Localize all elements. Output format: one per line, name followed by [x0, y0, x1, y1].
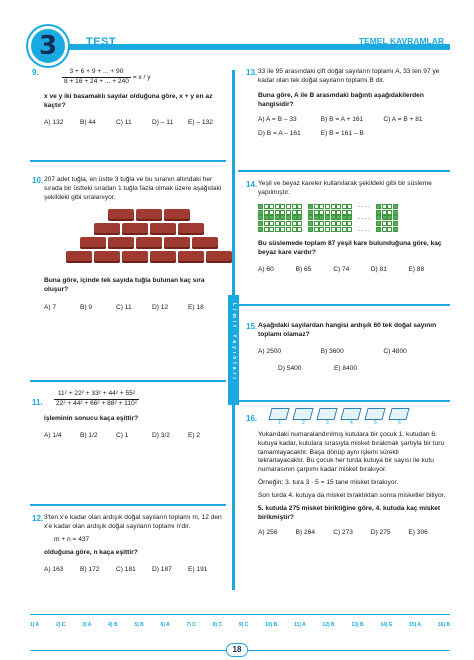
answer-key: 1) A 2) C 3) A 4) B 5) B 6) A 7) C 8) C 9) C 10) B 11) A 12) B 13) B 14) E 15) A 16) B — [30, 622, 450, 628]
option-e[interactable]: E) – 132 — [188, 118, 213, 126]
options — [258, 529, 446, 538]
option-a[interactable]: A) A = B – 33 — [258, 115, 297, 123]
option-b[interactable]: B) 1/2 — [80, 431, 98, 439]
option-c[interactable]: C) 11 — [116, 304, 132, 312]
option-d[interactable]: D) B = A – 161 — [258, 130, 301, 138]
option-d[interactable]: D) 187 — [152, 565, 172, 573]
question-prompt: 5. kutuda 275 misket biriktiğine göre, 4. kutuda kaç misket birikmiştir? — [258, 504, 441, 521]
page-number: 18 — [226, 643, 248, 657]
option-b[interactable]: B) 44 — [80, 118, 96, 126]
option-e[interactable]: E) 191 — [188, 565, 208, 573]
ellipsis: . . . . . . . . . . . . — [358, 202, 370, 233]
test-number-badge: 3 — [28, 26, 68, 66]
divider — [238, 400, 450, 402]
options-row-2 — [258, 365, 446, 374]
option-e[interactable]: E) 8400 — [334, 364, 358, 372]
options-row-1 — [258, 348, 446, 357]
question-13 — [246, 68, 446, 139]
question-text: 207 adet tuğla, en üstte 3 tuğla ve bu sıranın altındaki her sırada bir üstteki sıradan 1 tuğla fazla olmak üzere aşağıdaki şekildeki gibi sıralanıyor. — [44, 176, 222, 201]
option-d[interactable]: D) 81 — [370, 265, 387, 273]
option-b[interactable]: B) 9 — [80, 304, 93, 312]
options-row-1 — [258, 116, 446, 125]
publisher-side-label: Limit Yayınları — [228, 295, 239, 405]
option-a[interactable]: A) 132 — [44, 118, 64, 126]
option-d[interactable]: D) 3/2 — [152, 431, 170, 439]
question-15 — [246, 322, 446, 374]
option-e[interactable]: E) 88 — [408, 265, 425, 273]
question-text: Yeşil ve beyaz kareler kullanılarak şekildeki gibi bir süsleme yapılmıştır. — [258, 180, 432, 196]
question-number: 14. — [246, 180, 258, 189]
divider — [30, 504, 226, 506]
question-text: Yukarıdaki numaralandırılmış kutulara bir çocuk 1. kutudan 6. kutuya kadar, kutulara sırasıyla misket bırakmak şartıyla bir turu tamamlayacaktır. Başa dönüp aynı işlemi sürekli tekrarlayacaktır. Bu çocuk her turda kutuya bir sayısı ile kutu numarasının çarpımı kadar misket bırakıyor. — [258, 430, 445, 474]
option-c[interactable]: C) 1 — [116, 431, 129, 439]
options-row-2 — [258, 130, 446, 139]
question-prompt: Bu süslemede toplam 87 yeşil kare bulunduğuna göre, kaç beyaz kare vardır? — [258, 240, 442, 256]
option-c[interactable]: C) 74 — [333, 265, 350, 273]
option-a[interactable]: A) 256 — [258, 528, 278, 536]
question-text: Aşağıdaki sayılardan hangisi ardışık 60 tek doğal sayının toplamı olamaz? — [258, 322, 437, 338]
option-d[interactable]: D) 275 — [370, 528, 391, 536]
options — [258, 266, 446, 275]
option-b[interactable]: B) 3600 — [320, 347, 344, 355]
option-b[interactable]: B) 172 — [80, 565, 100, 573]
option-d[interactable]: D) – 11 — [152, 118, 174, 126]
option-c[interactable]: C) A = B + 81 — [383, 115, 423, 123]
question-12 — [32, 514, 224, 574]
question-prompt: olduğuna göre, n kaça eşittir? — [44, 548, 138, 556]
option-b[interactable]: B) 264 — [295, 528, 316, 536]
footer-line — [30, 614, 450, 615]
question-text: x ve y iki basamaklı sayılar olduğuna göre, x + y en az kaçtır? — [44, 92, 213, 109]
option-c[interactable]: C) 273 — [333, 528, 353, 536]
option-a[interactable]: A) 60 — [258, 265, 274, 273]
option-a[interactable]: A) 7 — [44, 304, 57, 312]
question-prompt: Buna göre, A ile B arasındaki bağıntı aşağıdakilerden hangisidir? — [258, 91, 424, 108]
brick-figure — [64, 209, 234, 265]
page-header — [0, 0, 474, 68]
option-b[interactable]: B) 65 — [295, 265, 312, 273]
equation: m + n = 437 — [54, 535, 90, 543]
option-e[interactable]: E) B = 161 – B — [320, 130, 364, 138]
option-c[interactable]: C) 181 — [116, 565, 136, 573]
question-number: 12. — [32, 514, 44, 523]
tile-pattern-figure — [258, 202, 446, 234]
question-number: 16. — [246, 414, 258, 423]
option-a[interactable]: A) 2500 — [258, 347, 282, 355]
test-label: TEST — [86, 36, 117, 48]
question-11 — [32, 390, 224, 441]
equation: = x / y — [132, 74, 151, 82]
question-16 — [246, 408, 446, 538]
question-number: 11. — [32, 398, 43, 407]
question-prompt: Buna göre, içinde tek sayıda tuğla bulunan kaç sıra oluşur? — [44, 276, 205, 293]
options — [44, 119, 224, 128]
option-e[interactable]: E) 306 — [408, 528, 428, 536]
question-text: 33 ile 95 arasındaki çift doğal sayıların toplamı A, 33 ten 97 ye kadar olan tek doğal sayıların toplamı B dir. — [258, 68, 440, 84]
options — [44, 304, 224, 313]
option-d[interactable]: D) 12 — [152, 304, 169, 312]
option-e[interactable]: E) 18 — [188, 304, 204, 312]
fraction: $\frac{\text{11² + 22² + 33² + 44² + 55²}}{\text{22² + 44² + 66² + 88² + 110²}}$ — [56, 390, 137, 407]
option-a[interactable]: A) 1/4 — [44, 431, 62, 439]
divider — [30, 380, 226, 382]
divider — [238, 304, 450, 306]
option-c[interactable]: C) 4800 — [383, 347, 407, 355]
numbered-boxes-figure — [270, 408, 446, 420]
question-number: 10. — [32, 176, 44, 185]
question-number: 13. — [246, 68, 258, 77]
fraction: $\frac{3 + 6 + 9 + ... + 90}{8 + 16 + 24 + ... + 240}$ — [64, 68, 129, 85]
question-number: 15. — [246, 322, 258, 331]
question-10 — [32, 176, 224, 313]
question-9 — [32, 68, 224, 127]
option-c[interactable]: C) 11 — [116, 118, 132, 126]
example-1: Örneğin; 3. tura 3 · 5 = 15 tane misket bırakıyor. — [258, 479, 399, 487]
divider — [238, 170, 450, 172]
option-e[interactable]: E) 2 — [188, 431, 201, 439]
question-14 — [246, 180, 446, 275]
divider — [30, 160, 226, 162]
box-labels: 1 2 3 4 5 6 — [278, 420, 401, 426]
option-a[interactable]: A) 163 — [44, 565, 64, 573]
example-2: Son turda 4. kutuya da misket bıraktıktan sonra misketler bitiyor. — [258, 492, 446, 500]
question-text: 3'ten x'e kadar olan ardışık doğal sayıların toplamı m, 12 den x'e kadar olan ardışık doğal sayıların toplamı n'dir. — [44, 514, 222, 530]
option-d[interactable]: D) 5400 — [278, 364, 302, 372]
question-text: işleminin sonucu kaça eşittir? — [44, 414, 139, 422]
options — [44, 432, 224, 441]
question-number: 9. — [32, 68, 39, 77]
topic-title: TEMEL KAVRAMLAR — [358, 36, 444, 46]
options — [44, 566, 224, 575]
option-b[interactable]: B) B = A + 161 — [320, 115, 364, 123]
